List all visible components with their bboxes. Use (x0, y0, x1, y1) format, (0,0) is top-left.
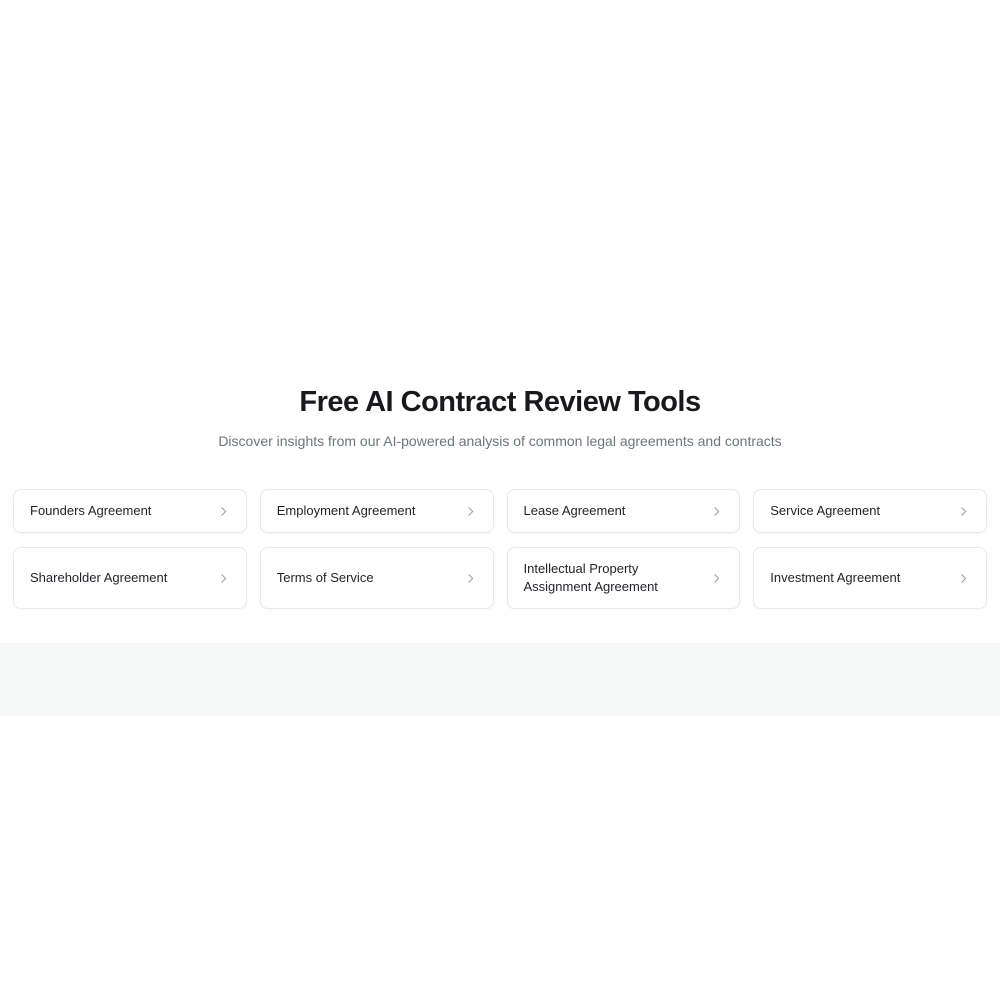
chevron-right-icon (464, 572, 477, 585)
tool-card-label: Lease Agreement (523, 503, 626, 518)
tool-card-label: Investment Agreement (770, 570, 901, 585)
tool-card-label: Service Agreement (770, 503, 881, 518)
section-subtitle: Discover insights from our AI-powered analysis of common legal agreements and contracts (218, 433, 782, 449)
section-title: Free AI Contract Review Tools (299, 386, 701, 418)
tool-card-employment-agreement[interactable] (260, 489, 494, 533)
chevron-right-icon (710, 505, 723, 518)
tool-card-label: Terms of Service (276, 570, 374, 585)
tool-card-lease-agreement[interactable] (507, 489, 741, 533)
tool-card-label: Founders Agreement (30, 503, 152, 518)
tool-card-investment-agreement[interactable] (753, 547, 987, 609)
tool-card-terms-of-service[interactable] (260, 547, 494, 609)
tool-card-founders-agreement[interactable] (13, 489, 247, 533)
tools-grid (13, 489, 987, 609)
tool-card-label: Shareholder Agreement (30, 570, 168, 585)
chevron-right-icon (217, 505, 230, 518)
chevron-right-icon (957, 505, 970, 518)
tool-card-shareholder-agreement[interactable] (13, 547, 247, 609)
chevron-right-icon (464, 505, 477, 518)
tool-card-label: Employment Agreement (276, 503, 416, 518)
tool-card-service-agreement[interactable] (753, 489, 987, 533)
chevron-right-icon (710, 572, 723, 585)
tool-card-label: Intellectual Property Assignment Agreement (523, 561, 658, 594)
tool-card-intellectual-property-assignment-agreement[interactable] (507, 547, 741, 609)
chevron-right-icon (217, 572, 230, 585)
chevron-right-icon (957, 572, 970, 585)
footer-band (0, 643, 1000, 716)
